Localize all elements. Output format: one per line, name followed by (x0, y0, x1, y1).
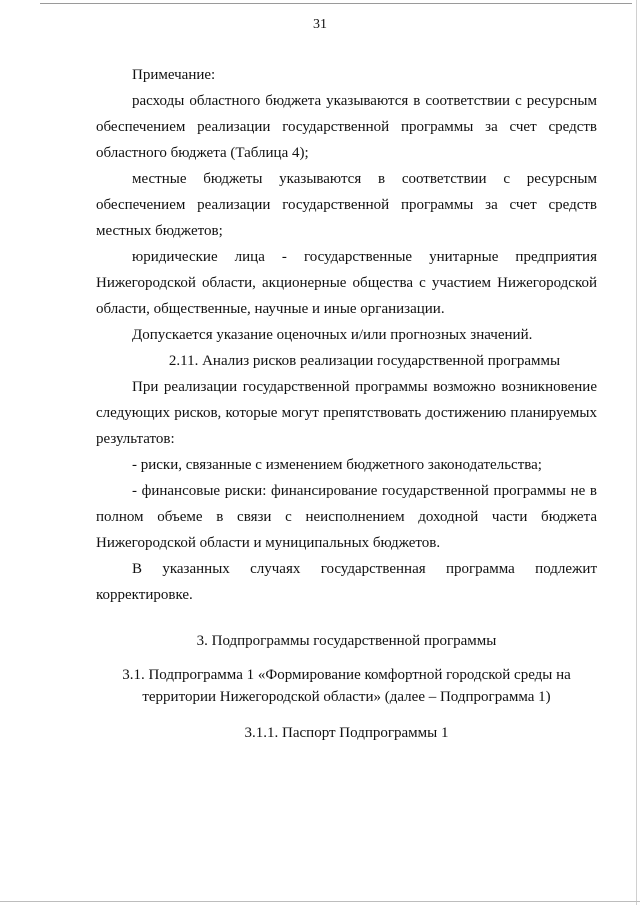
page-number: 31 (313, 17, 327, 32)
text-line: Нижегородской области, акционерные общества с участием Нижегородской (96, 275, 597, 291)
text-line: корректировке. (96, 587, 193, 603)
section-heading-2-11: 2.11. Анализ рисков реализации государственной программы (168, 353, 561, 369)
text-line: обеспечением реализации государственной программы за счет средств (96, 197, 597, 213)
scan-edge (636, 0, 637, 905)
section-heading-3: 3. Подпрограммы государственной программы (196, 633, 497, 649)
note-title: Примечание: (132, 67, 216, 83)
bottom-rule (0, 901, 640, 902)
heading-line: 3.1. Подпрограмма 1 «Формирование комфортной городской среды на (122, 667, 571, 683)
subprogram-1-heading (96, 664, 597, 708)
text-line: результатов: (96, 431, 175, 447)
note-paragraph-regional (96, 88, 597, 166)
text-line: областного бюджета (Таблица 4); (96, 145, 309, 161)
note-paragraph-estimates: Допускается указание оценочных и/или прогнозных значений. (132, 327, 533, 343)
text-line: В указанных случаях государственная программа подлежит (132, 561, 597, 577)
risk-item-financial (96, 478, 597, 556)
risks-intro-paragraph (96, 374, 597, 452)
top-rule (40, 3, 632, 4)
text-line: местные бюджеты указываются в соответствии с ресурсным (132, 171, 597, 187)
text-line: расходы областного бюджета указываются в соответствии с ресурсным (132, 93, 597, 109)
passport-heading: 3.1.1. Паспорт Подпрограммы 1 (244, 725, 449, 741)
text-line: области, общественные, научные и иные организации. (96, 301, 445, 317)
document-body (96, 62, 597, 746)
text-line: местных бюджетов; (96, 223, 223, 239)
text-line: юридические лица - государственные унитарные предприятия (132, 249, 597, 265)
note-paragraph-local (96, 166, 597, 244)
text-line: обеспечением реализации государственной программы за счет средств (96, 119, 597, 135)
text-line: При реализации государственной программы возможно возникновение (132, 379, 597, 395)
text-line: - финансовые риски: финансирование государственной программы не в (132, 483, 597, 499)
heading-line: территории Нижегородской области» (далее – Подпрограмма 1) (142, 689, 551, 705)
risks-closing-paragraph (96, 556, 597, 608)
text-line: полном объеме в связи с неисполнением доходной части бюджета (96, 509, 597, 525)
text-line: Нижегородской области и муниципальных бюджетов. (96, 535, 441, 551)
text-line: следующих рисков, которые могут препятствовать достижению планируемых (96, 405, 597, 421)
note-paragraph-legal-entities (96, 244, 597, 322)
risk-item-budget-legislation: - риски, связанные с изменением бюджетного законодательства; (132, 457, 542, 473)
